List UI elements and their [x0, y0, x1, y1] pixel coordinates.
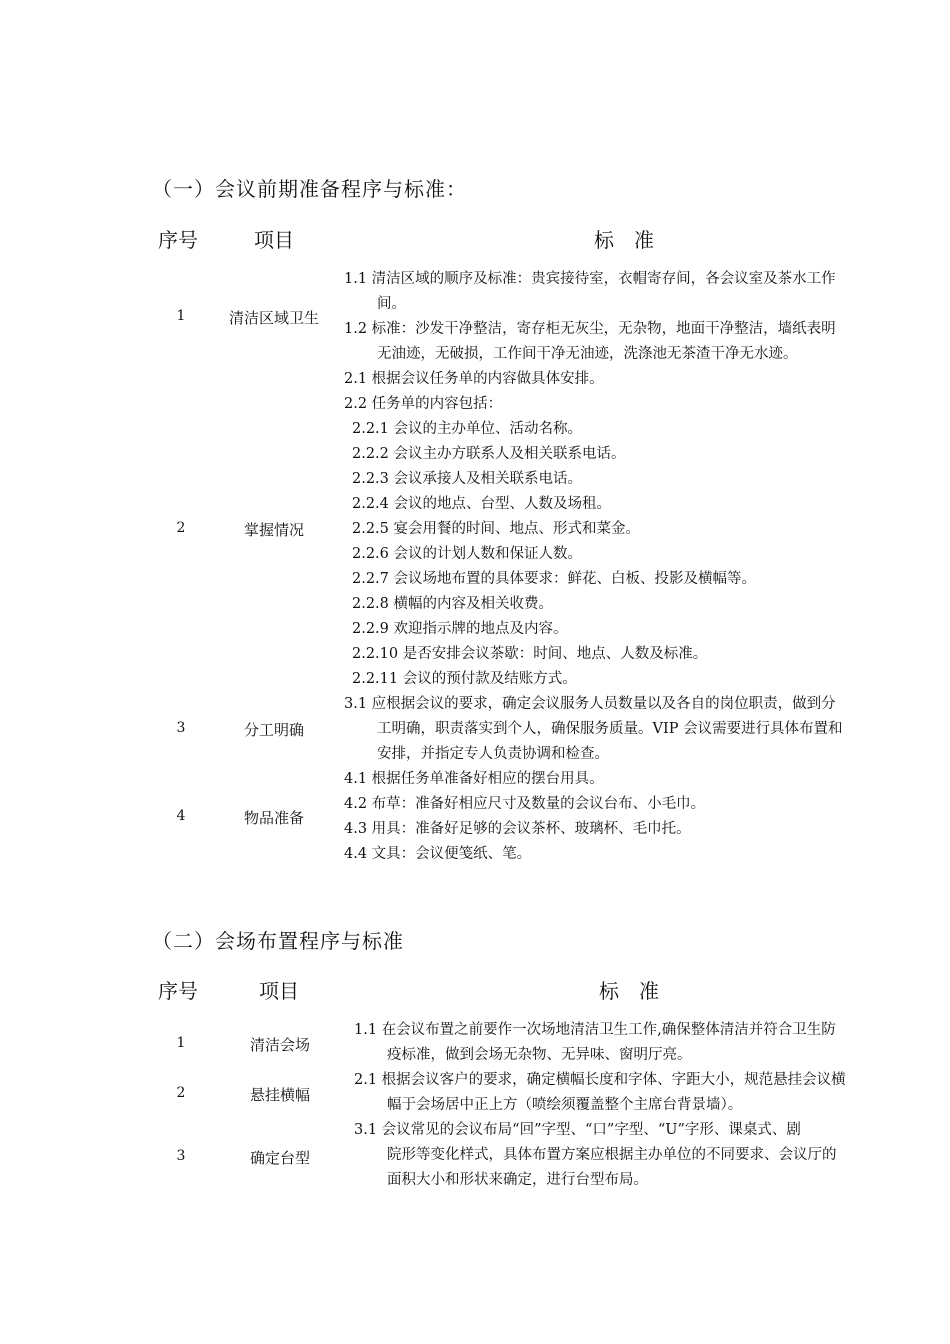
- standard-line: 1.1 在会议布置之前要作一次场地清洁卫生工作,确保整体清洁并符合卫生防: [354, 1022, 836, 1038]
- standard-line: 面积大小和形状来确定，进行台型布局。: [387, 1172, 648, 1188]
- header-num: 序号: [158, 228, 198, 252]
- standard-line: 2.2.2 会议主办方联系人及相关联系电话。: [352, 446, 626, 462]
- standard-line: 3.1 会议常见的会议布局“回”字型、“口”字型、“U”字形、课桌式、剧: [354, 1122, 801, 1138]
- header-standard: 标 准: [599, 979, 659, 1003]
- standard-line: 幅于会场居中正上方（喷绘须覆盖整个主席台背景墙）。: [387, 1097, 743, 1113]
- standard-line: 1.1 清洁区域的顺序及标准：贵宾接待室，衣帽寄存间，各会议室及茶水工作: [344, 271, 836, 287]
- standard-line: 2.2.5 宴会用餐的时间、地点、形式和菜金。: [352, 521, 641, 537]
- header-item: 项目: [259, 979, 299, 1003]
- standard-line: 疫标准，做到会场无杂物、无异味、窗明厅亮。: [387, 1047, 692, 1063]
- standard-line: 工明确，职责落实到个人，确保服务质量。VIP 会议需要进行具体布置和: [377, 721, 843, 737]
- row-standard: [344, 692, 843, 767]
- row-item: 清洁区域卫生: [228, 309, 319, 327]
- row-number: 1: [176, 308, 186, 324]
- header-standard: 标 准: [594, 228, 654, 252]
- row-item: 确定台型: [249, 1149, 310, 1167]
- standard-line: 2.2.8 横幅的内容及相关收费。: [352, 596, 554, 612]
- standard-line: 无油迹，无破损，工作间干净无油迹，洗涤池无茶渣干净无水迹。: [377, 346, 798, 362]
- section2-title: （二）会场布置程序与标准: [152, 929, 404, 953]
- standard-line: 2.2.3 会议承接人及相关联系电话。: [352, 471, 583, 487]
- standard-line: 2.1 根据会议客户的要求，确定横幅长度和字体、字距大小，规范悬挂会议横: [354, 1072, 846, 1088]
- row-number: 3: [176, 720, 186, 736]
- row-number: 1: [176, 1035, 186, 1051]
- standard-line: 2.2.11 会议的预付款及结账方式。: [352, 671, 577, 687]
- standard-line: 1.2 标准：沙发干净整洁，寄存柜无灰尘，无杂物，地面干净整洁，墙纸表明: [344, 321, 836, 337]
- row-standard: [354, 1068, 846, 1118]
- row-number: 2: [176, 520, 186, 536]
- row-standard: [344, 267, 836, 367]
- standard-line: 4.4 文具：会议便笺纸、笔。: [344, 846, 532, 862]
- row-number: 4: [176, 808, 186, 824]
- row-standard: [354, 1118, 837, 1193]
- row-item: 悬挂横幅: [249, 1086, 310, 1104]
- standard-line: 2.2.1 会议的主办单位、活动名称。: [352, 421, 583, 437]
- row-item: 清洁会场: [249, 1036, 310, 1054]
- row-item: 掌握情况: [243, 521, 304, 539]
- standard-line: 2.2.4 会议的地点、台型、人数及场租。: [352, 496, 612, 512]
- row-number: 2: [176, 1085, 186, 1101]
- row-number: 3: [176, 1148, 186, 1164]
- row-standard: [344, 767, 705, 867]
- standard-line: 间。: [377, 296, 406, 312]
- row-standard: [344, 367, 756, 692]
- standard-line: 2.1 根据会议任务单的内容做具体安排。: [344, 371, 604, 387]
- standard-line: 4.3 用具：准备好足够的会议茶杯、玻璃杯、毛巾托。: [344, 821, 691, 837]
- standard-line: 3.1 应根据会议的要求，确定会议服务人员数量以及各自的岗位职责，做到分: [344, 696, 836, 712]
- standard-line: 2.2.7 会议场地布置的具体要求：鲜花、白板、投影及横幅等。: [352, 571, 757, 587]
- standard-line: 2.2 任务单的内容包括：: [344, 396, 503, 412]
- standard-line: 2.2.6 会议的计划人数和保证人数。: [352, 546, 583, 562]
- standard-line: 安排，并指定专人负责协调和检查。: [377, 746, 609, 762]
- standard-line: 4.2 布草：准备好相应尺寸及数量的会议台布、小毛巾。: [344, 796, 706, 812]
- header-item: 项目: [254, 228, 294, 252]
- standard-line: 2.2.10 是否安排会议茶歇：时间、地点、人数及标准。: [352, 646, 708, 662]
- header-num: 序号: [158, 979, 198, 1003]
- standard-line: 2.2.9 欢迎指示牌的地点及内容。: [352, 621, 568, 637]
- row-item: 物品准备: [243, 809, 304, 827]
- standard-line: 院形等变化样式，具体布置方案应根据主办单位的不同要求、会议厅的: [387, 1147, 837, 1163]
- standard-line: 4.1 根据任务单准备好相应的摆台用具。: [344, 771, 604, 787]
- section1-title: （一）会议前期准备程序与标准：: [152, 177, 467, 201]
- row-item: 分工明确: [243, 721, 304, 739]
- row-standard: [354, 1018, 836, 1068]
